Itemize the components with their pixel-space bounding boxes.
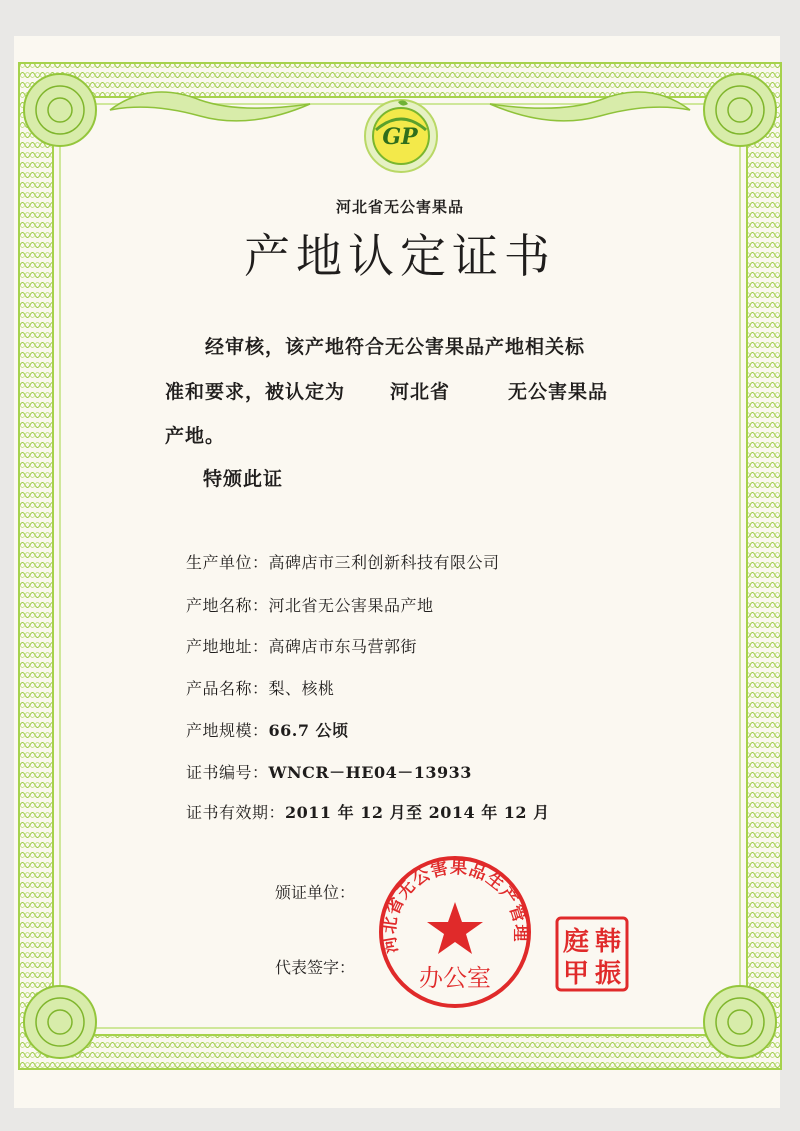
field-value: 梨、核桃 bbox=[268, 679, 335, 698]
field-origin-scale bbox=[186, 718, 349, 741]
stamp-ring-text: 河北省无公害果品生产管理 bbox=[379, 857, 531, 955]
field-certificate-number bbox=[186, 760, 472, 783]
field-value: 高碑店市东马营郭街 bbox=[268, 637, 418, 656]
certificate-title: 产地认定证书 bbox=[244, 229, 556, 283]
field-origin-name bbox=[186, 593, 434, 616]
field-label: 产品名称： bbox=[186, 679, 269, 698]
signature-label: 代表签字： bbox=[275, 958, 356, 977]
body-line-2-product: 无公害果品 bbox=[508, 381, 609, 403]
field-value: WNCR－HE04－13933 bbox=[268, 763, 472, 782]
field-origin-address bbox=[186, 634, 417, 657]
body-line-3: 产地。 bbox=[165, 425, 226, 447]
field-label: 产地名称： bbox=[186, 596, 269, 615]
field-production-unit bbox=[186, 550, 500, 573]
stamp-center-text: 办公室 bbox=[419, 964, 491, 992]
certificate-subtitle: 河北省无公害果品 bbox=[335, 198, 464, 216]
field-value: 高碑店市三利创新科技有限公司 bbox=[268, 553, 500, 572]
field-label: 产地地址： bbox=[186, 637, 269, 656]
body-line-2-province: 河北省 bbox=[390, 381, 451, 403]
field-value: 河北省无公害果品产地 bbox=[268, 596, 434, 615]
field-label: 证书有效期： bbox=[186, 803, 286, 822]
official-stamp-icon bbox=[372, 852, 538, 1010]
body-line-4: 特颁此证 bbox=[203, 468, 284, 490]
logo-letters: GP bbox=[382, 124, 418, 150]
body-line-1: 经审核，该产地符合无公害果品产地相关标 bbox=[205, 336, 586, 358]
seal-char: 甲 bbox=[562, 959, 590, 989]
issuer-label: 颁证单位： bbox=[275, 883, 356, 902]
name-seal-icon bbox=[554, 915, 630, 993]
field-value: 2011 年 12 月至 2014 年 12 月 bbox=[285, 803, 550, 822]
field-label: 生产单位： bbox=[186, 553, 269, 572]
seal-char: 庭 bbox=[562, 927, 590, 957]
seal-char: 振 bbox=[594, 959, 622, 989]
field-validity-period bbox=[186, 800, 550, 823]
field-label: 证书编号： bbox=[186, 763, 269, 782]
body-line-2-prefix: 准和要求，被认定为 bbox=[165, 381, 346, 403]
seal-char: 韩 bbox=[594, 927, 622, 957]
field-product-name bbox=[186, 676, 335, 699]
field-label: 产地规模： bbox=[186, 721, 269, 740]
field-value: 66.7 公顷 bbox=[268, 721, 349, 740]
